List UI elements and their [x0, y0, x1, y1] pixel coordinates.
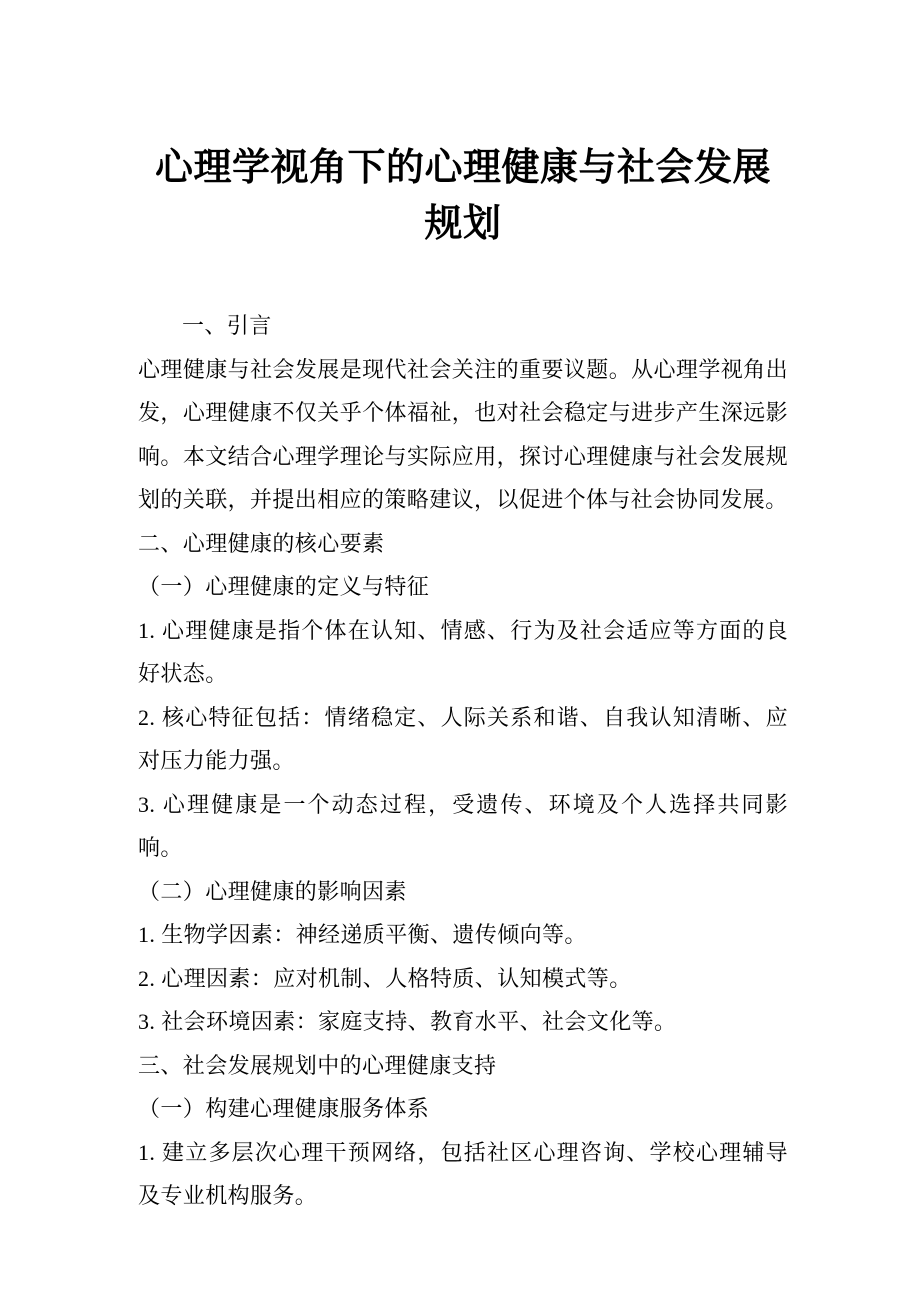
list-item-factor-1: 1. 生物学因素：神经递质平衡、遗传倾向等。 [138, 922, 587, 947]
list-item-definition-3: 3. 心理健康是一个动态过程，受遗传、环境及个人选择共同影响。 [138, 791, 788, 860]
section-heading-planning-support: 三、社会发展规划中的心理健康支持 [138, 1052, 497, 1078]
list-item-factor-3: 3. 社会环境因素：家庭支持、教育水平、社会文化等。 [138, 1009, 677, 1034]
section-heading-introduction: 一、引言 [182, 313, 272, 338]
document-body [138, 304, 788, 1218]
list-item-factor-2: 2. 心理因素：应对机制、人格特质、认知模式等。 [138, 965, 632, 991]
list-item-definition-2: 2. 核心特征包括：情绪稳定、人际关系和谐、自我认知清晰、应对压力能力强。 [138, 704, 788, 773]
list-item-definition-1: 1. 心理健康是指个体在认知、情感、行为及社会适应等方面的良好状态。 [138, 617, 788, 686]
subsection-heading-factors: （二）心理健康的影响因素 [138, 878, 407, 904]
section-heading-core-elements: 二、心理健康的核心要素 [138, 530, 385, 556]
paragraph-introduction: 心理健康与社会发展是现代社会关注的重要议题。从心理学视角出发，心理健康不仅关乎个体福祉，也对社会稳定与进步产生深远影响。本文结合心理学理论与实际应用，探讨心理健康与社会发展规划的关联，并提出相应的策略建议，以促进个体与社会协同发展。 [138, 356, 788, 512]
document-title: 心理学视角下的心理健康与社会发展规划 [154, 147, 771, 245]
subsection-heading-definition: （一）心理健康的定义与特征 [138, 574, 430, 599]
list-item-service-1: 1. 建立多层次心理干预网络，包括社区心理咨询、学校心理辅导及专业机构服务。 [138, 1139, 788, 1208]
subsection-heading-service-system: （一）构建心理健康服务体系 [138, 1096, 430, 1121]
